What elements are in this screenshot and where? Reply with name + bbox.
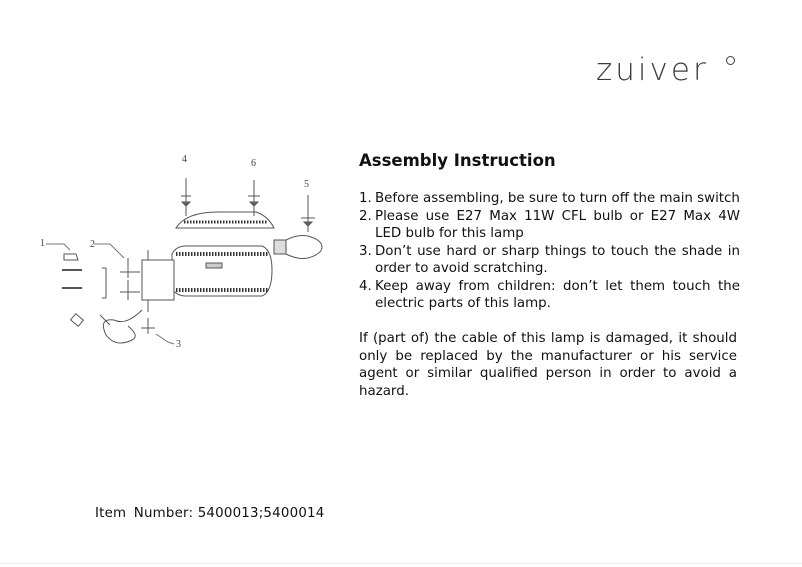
instruction-step xyxy=(359,208,740,243)
part-3-screw xyxy=(141,318,155,334)
callout-4: 4 xyxy=(182,154,187,165)
step-text: Before assembling, be sure to turn off the main switch xyxy=(375,191,740,206)
safety-note: If (part of) the cable of this lamp is damaged, it should only be replaced by the manufacturer or his service agent or similar qualified person in order to avoid a hazard. xyxy=(359,331,737,399)
item-number-label: Item Number: xyxy=(95,506,194,521)
step-number: 1. xyxy=(359,191,372,206)
part-5-screw xyxy=(301,195,315,232)
part-2-brackets xyxy=(102,258,140,300)
callout-5: 5 xyxy=(304,179,309,190)
top-shade xyxy=(176,212,274,228)
part-4-screw xyxy=(181,178,191,216)
step-number: 3. xyxy=(359,243,372,259)
instruction-step xyxy=(359,190,740,208)
brand-logo-circle-icon xyxy=(726,56,735,65)
part-1-anchors xyxy=(62,254,82,288)
power-cable-plug xyxy=(71,310,142,343)
step-number: 2. xyxy=(359,208,372,224)
step-text: Please use E27 Max 11W CFL bulb or E27 Max 4W LED bulb for this lamp xyxy=(375,208,740,241)
callout-1: 1 xyxy=(40,238,45,249)
page-title: Assembly Instruction xyxy=(359,151,556,170)
step-number: 4. xyxy=(359,278,372,294)
item-number xyxy=(95,506,324,521)
step-text: Keep away from children: don’t let them touch the electric parts of this lamp. xyxy=(375,278,740,311)
brand-logo xyxy=(596,52,709,88)
brand-name: zuiver xyxy=(596,52,709,88)
step-text: Don’t use hard or sharp things to touch the shade in order to avoid scratching. xyxy=(375,243,740,276)
lamp-body xyxy=(172,246,272,296)
base-box xyxy=(142,250,174,312)
callout-3: 3 xyxy=(176,339,181,350)
instruction-list xyxy=(359,190,740,313)
part-6-screw xyxy=(248,180,260,216)
assembly-diagram xyxy=(36,150,336,355)
light-bulb xyxy=(274,236,322,259)
item-number-value: 5400013;5400014 xyxy=(197,506,325,521)
instruction-step xyxy=(359,243,740,278)
footer-divider xyxy=(0,563,802,564)
callout-6: 6 xyxy=(251,158,256,169)
callout-2: 2 xyxy=(90,239,95,250)
instruction-step xyxy=(359,278,740,313)
